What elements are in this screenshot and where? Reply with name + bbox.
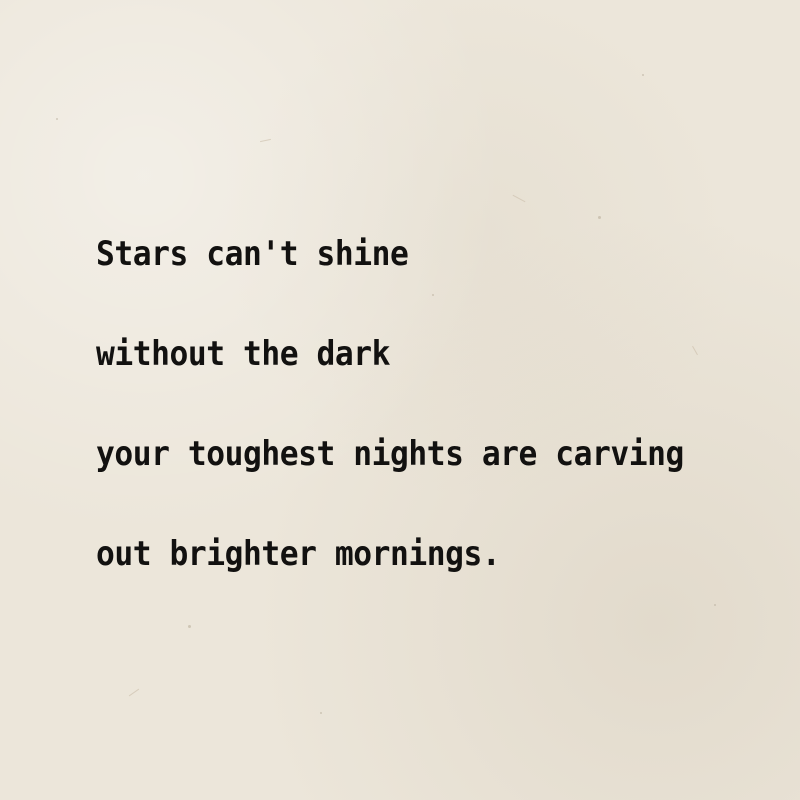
quote-text xyxy=(96,226,776,626)
paper-speck xyxy=(320,712,322,714)
quote-line-2: without the dark xyxy=(96,334,390,374)
paper-fiber xyxy=(129,689,139,697)
paper-speck xyxy=(56,118,58,120)
quote-line-1: Stars can't shine xyxy=(96,234,409,274)
paper-speck xyxy=(598,216,601,219)
paper-fiber xyxy=(513,195,526,202)
paper-fiber xyxy=(260,139,271,142)
paper-speck xyxy=(642,74,644,76)
quote-line-3: your toughest nights are carving xyxy=(96,434,684,474)
quote-line-4: out brighter mornings. xyxy=(96,534,501,574)
